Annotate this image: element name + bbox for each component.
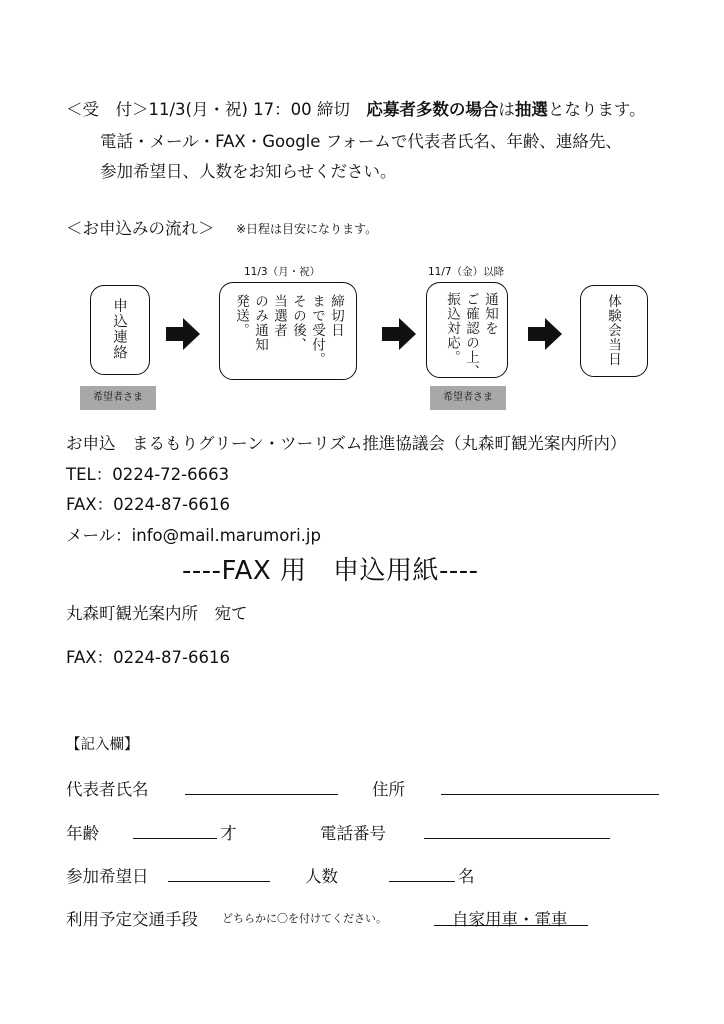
reception-line-2: 電話・メール・FAX・Google フォームで代表者氏名、年齢、連絡先、 — [100, 132, 622, 151]
label-rep-name: 代表者氏名 — [66, 780, 149, 799]
flow-step-2-line-4: 当選者 — [271, 294, 287, 338]
label-date: 参加希望日 — [66, 867, 149, 886]
form-addressee: 丸森町観光案内所 宛て — [66, 604, 248, 623]
flow-title: ＜お申込みの流れ＞ — [66, 219, 215, 238]
form-fax: FAX：0224-87-6616 — [66, 648, 230, 667]
reception-note-bold-1: 応募者多数の場合 — [366, 100, 499, 119]
flow-step-2-text — [231, 294, 345, 367]
label-people: 人数 — [305, 867, 338, 886]
transport-field — [434, 925, 588, 926]
transport-options[interactable]: 自家用車・電車 — [452, 910, 568, 929]
label-address: 住所 — [372, 780, 405, 799]
contact-fax: FAX：0224-87-6616 — [66, 495, 230, 514]
form-heading: ----FAX 用 申込用紙---- — [182, 556, 479, 586]
flow-step-2-line-6: 発送。 — [233, 294, 249, 338]
form-section-title: 【記入欄】 — [66, 737, 139, 753]
flow-tag-1: 希望者さま — [80, 386, 156, 410]
reception-line-1 — [66, 96, 646, 120]
contact-tel: TEL：0224-72-6663 — [66, 465, 230, 484]
flow-step-3-line-3: 振込対応。 — [444, 292, 460, 365]
flow-step-3-line-2: ご確認の上、 — [463, 292, 479, 379]
arrow-right-icon — [166, 318, 200, 350]
flow-tag-2: 希望者さま — [430, 386, 506, 410]
flow-step-3-line-1: 通知を — [482, 292, 498, 336]
flow-step-2-line-5: のみ通知 — [252, 294, 268, 352]
phone-field[interactable] — [424, 838, 610, 839]
transport-note: どちらかに〇を付けてください。 — [222, 912, 387, 925]
flow-step-1-text: 申込連絡 — [111, 298, 127, 360]
age-unit: 才 — [220, 824, 237, 843]
reception-note-end: となります。 — [547, 100, 646, 119]
reception-note-mid: は — [498, 100, 515, 119]
age-field[interactable] — [133, 838, 217, 839]
arrow-right-icon — [528, 318, 562, 350]
arrow-right-icon — [382, 318, 416, 350]
label-transport: 利用予定交通手段 — [66, 910, 198, 929]
reception-line-3: 参加希望日、人数をお知らせください。 — [100, 162, 397, 181]
people-field[interactable] — [389, 881, 455, 882]
flow-step-2-line-1: 締切日 — [328, 294, 344, 338]
date-field[interactable] — [168, 881, 270, 882]
flow-step-2-line-2: まで受付。 — [309, 294, 325, 367]
flow-date-1: 11/3（月・祝） — [244, 266, 321, 278]
label-phone: 電話番号 — [320, 824, 386, 843]
flow-note: ※日程は目安になります。 — [236, 222, 378, 236]
flow-step-3-text — [442, 292, 499, 379]
address-field[interactable] — [441, 794, 659, 795]
contact-mail: メール：info@mail.marumori.jp — [66, 526, 321, 545]
flow-step-2-line-3: その後、 — [290, 294, 306, 352]
flow-step-4-text: 体験会当日 — [605, 294, 621, 367]
contact-org: お申込 まるもりグリーン・ツーリズム推進協議会（丸森町観光案内所内） — [66, 434, 627, 453]
rep-name-field[interactable] — [185, 794, 338, 795]
people-unit: 名 — [458, 867, 475, 886]
reception-note-bold-2: 抽選 — [514, 100, 548, 119]
label-age: 年齢 — [66, 824, 99, 843]
reception-deadline: ＜受 付＞11/3(月・祝) 17：00 締切 — [66, 100, 367, 119]
flow-date-2: 11/7（金）以降 — [428, 266, 505, 278]
